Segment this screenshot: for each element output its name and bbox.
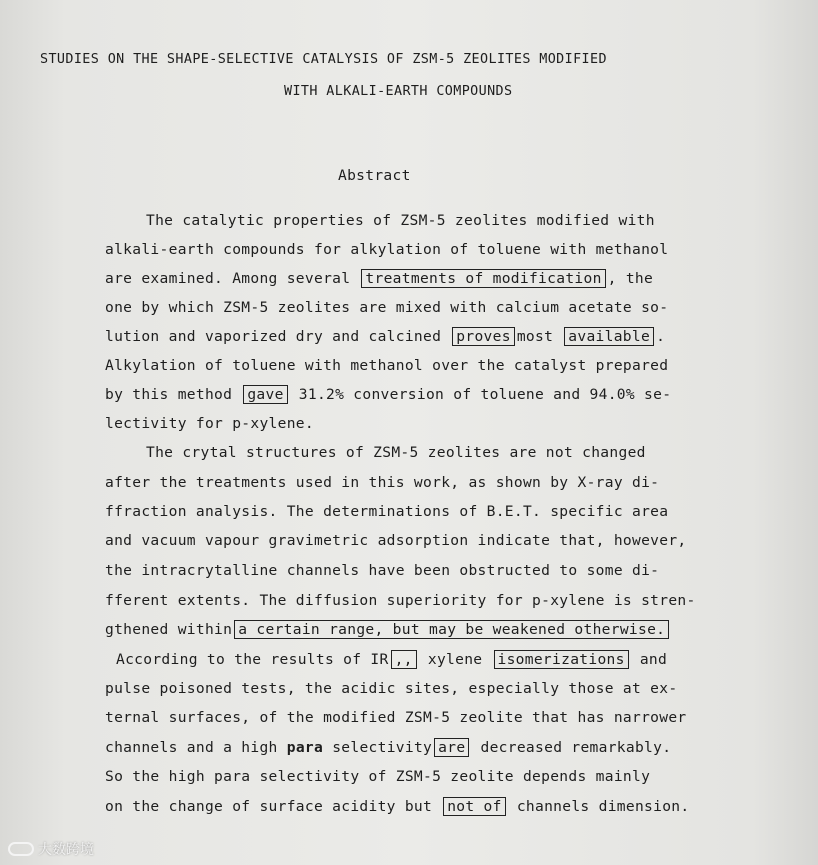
p1-line-5 bbox=[105, 327, 665, 347]
p2-line-7 bbox=[105, 620, 671, 640]
text-span: xylene bbox=[427, 651, 483, 668]
text-span: gthened within bbox=[105, 621, 233, 638]
boxed-phrase: ,, bbox=[391, 650, 417, 669]
p2-line-1: The crytal structures of ZSM-5 zeolites are not changed bbox=[146, 444, 646, 461]
text-span: selectivity bbox=[332, 739, 433, 756]
p2-line-8 bbox=[116, 650, 667, 670]
text-span: According to the results of IR bbox=[116, 651, 389, 668]
text-span: most bbox=[516, 328, 554, 345]
p2-line-11 bbox=[105, 738, 671, 758]
text-span: para bbox=[286, 739, 324, 756]
boxed-phrase: gave bbox=[243, 385, 287, 404]
boxed-phrase: are bbox=[434, 738, 469, 757]
p2-line-12: So the high para selectivity of ZSM-5 zeolite depends mainly bbox=[105, 768, 651, 785]
text-span: . bbox=[656, 328, 666, 345]
p2-line-6: fferent extents. The diffusion superiority for p-xylene is stren- bbox=[105, 592, 696, 609]
watermark-logo-icon bbox=[8, 842, 34, 856]
text-span: lution and vaporized dry and calcined bbox=[105, 328, 442, 345]
boxed-phrase: proves bbox=[452, 327, 515, 346]
p1-line-8: lectivity for p-xylene. bbox=[105, 415, 314, 432]
text-span: channels and a high bbox=[105, 739, 278, 756]
text-span: 31.2% conversion of toluene and 94.0% se- bbox=[298, 386, 672, 403]
title-line-2: WITH ALKALI-EARTH COMPOUNDS bbox=[284, 84, 513, 99]
p1-line-1: The catalytic properties of ZSM-5 zeolites modified with bbox=[146, 212, 655, 229]
abstract-heading: Abstract bbox=[338, 167, 411, 184]
p1-line-3 bbox=[105, 269, 653, 289]
boxed-phrase: available bbox=[564, 327, 654, 346]
text-span: on the change of surface acidity but bbox=[105, 798, 433, 815]
text-span: are examined. Among several bbox=[105, 270, 351, 287]
p2-line-2: after the treatments used in this work, as shown by X-ray di- bbox=[105, 474, 660, 491]
p2-line-4: and vacuum vapour gravimetric adsorption indicate that, however, bbox=[105, 532, 687, 549]
text-span: channels dimension. bbox=[516, 798, 690, 815]
p2-line-10: ternal surfaces, of the modified ZSM-5 zeolite that has narrower bbox=[105, 709, 687, 726]
text-span: by this method bbox=[105, 386, 233, 403]
text-span: decreased remarkably. bbox=[480, 739, 672, 756]
p2-line-5: the intracrytalline channels have been obstructed to some di- bbox=[105, 562, 660, 579]
text-span: , the bbox=[607, 270, 654, 287]
p1-line-6: Alkylation of toluene with methanol over the catalyst prepared bbox=[105, 357, 669, 374]
boxed-phrase: not of bbox=[443, 797, 506, 816]
p2-line-3: ffraction analysis. The determinations of B.E.T. specific area bbox=[105, 503, 669, 520]
p1-line-4: one by which ZSM-5 zeolites are mixed with calcium acetate so- bbox=[105, 299, 669, 316]
p2-line-13 bbox=[105, 797, 689, 817]
boxed-phrase: isomerizations bbox=[494, 650, 629, 669]
p1-line-2: alkali-earth compounds for alkylation of toluene with methanol bbox=[105, 241, 669, 258]
boxed-phrase: treatments of modification bbox=[361, 269, 605, 288]
p2-line-9: pulse poisoned tests, the acidic sites, especially those at ex- bbox=[105, 680, 678, 697]
title-line-1: STUDIES ON THE SHAPE-SELECTIVE CATALYSIS OF ZSM-5 ZEOLITES MODIFIED bbox=[40, 52, 607, 67]
watermark bbox=[8, 839, 94, 859]
watermark-text: 大数跨境 bbox=[38, 842, 94, 858]
boxed-phrase: a certain range, but may be weakened otherwise. bbox=[234, 620, 669, 639]
text-span: and bbox=[639, 651, 668, 668]
p1-line-7 bbox=[105, 385, 671, 405]
